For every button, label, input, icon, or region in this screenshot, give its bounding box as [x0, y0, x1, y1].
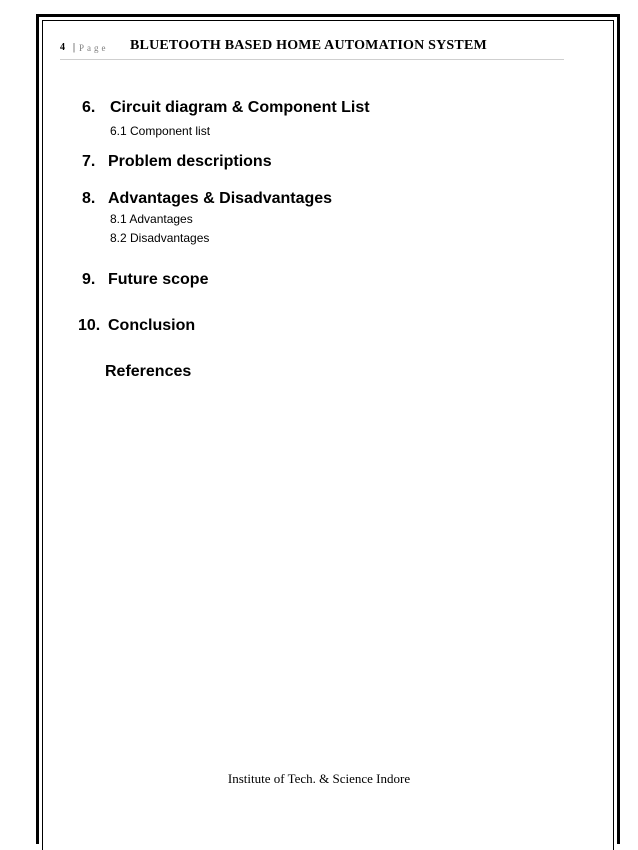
- toc-item-number: 7.: [82, 153, 96, 170]
- toc-item-label: References: [105, 363, 192, 380]
- toc-item-circuit-diagram: [82, 99, 370, 117]
- toc-subitem-advantages: 8.1 Advantages: [110, 212, 193, 226]
- toc-item-label: Conclusion: [108, 317, 196, 334]
- toc-item-advantages-disadvantages: [82, 190, 332, 208]
- toc-item-conclusion: [78, 317, 195, 335]
- document-title: BLUETOOTH BASED HOME AUTOMATION SYSTEM: [130, 38, 487, 53]
- page-footer: Institute of Tech. & Science Indore: [227, 771, 411, 786]
- toc-item-number: 9.: [82, 271, 96, 288]
- toc-item-references: [105, 363, 191, 381]
- page-header: [60, 37, 564, 60]
- page-border-inner: [42, 20, 614, 850]
- toc-item-label: Future scope: [108, 271, 209, 288]
- page-separator: |: [73, 42, 76, 53]
- toc-subitem-disadvantages: 8.2 Disadvantages: [110, 231, 210, 245]
- toc-item-number: 8.: [82, 190, 96, 207]
- page-label: Page: [79, 43, 109, 53]
- toc-item-problem-descriptions: [82, 153, 272, 171]
- toc-item-future-scope: [82, 271, 208, 289]
- toc-subitem-component-list: 6.1 Component list: [110, 124, 211, 138]
- toc-item-number: 10.: [78, 317, 101, 334]
- toc-item-label: Advantages & Disadvantages: [108, 190, 333, 207]
- toc-item-label: Problem descriptions: [108, 153, 272, 170]
- page-number: 4: [60, 42, 66, 53]
- toc-item-label: Circuit diagram & Component List: [110, 99, 370, 116]
- toc-item-number: 6.: [82, 99, 96, 116]
